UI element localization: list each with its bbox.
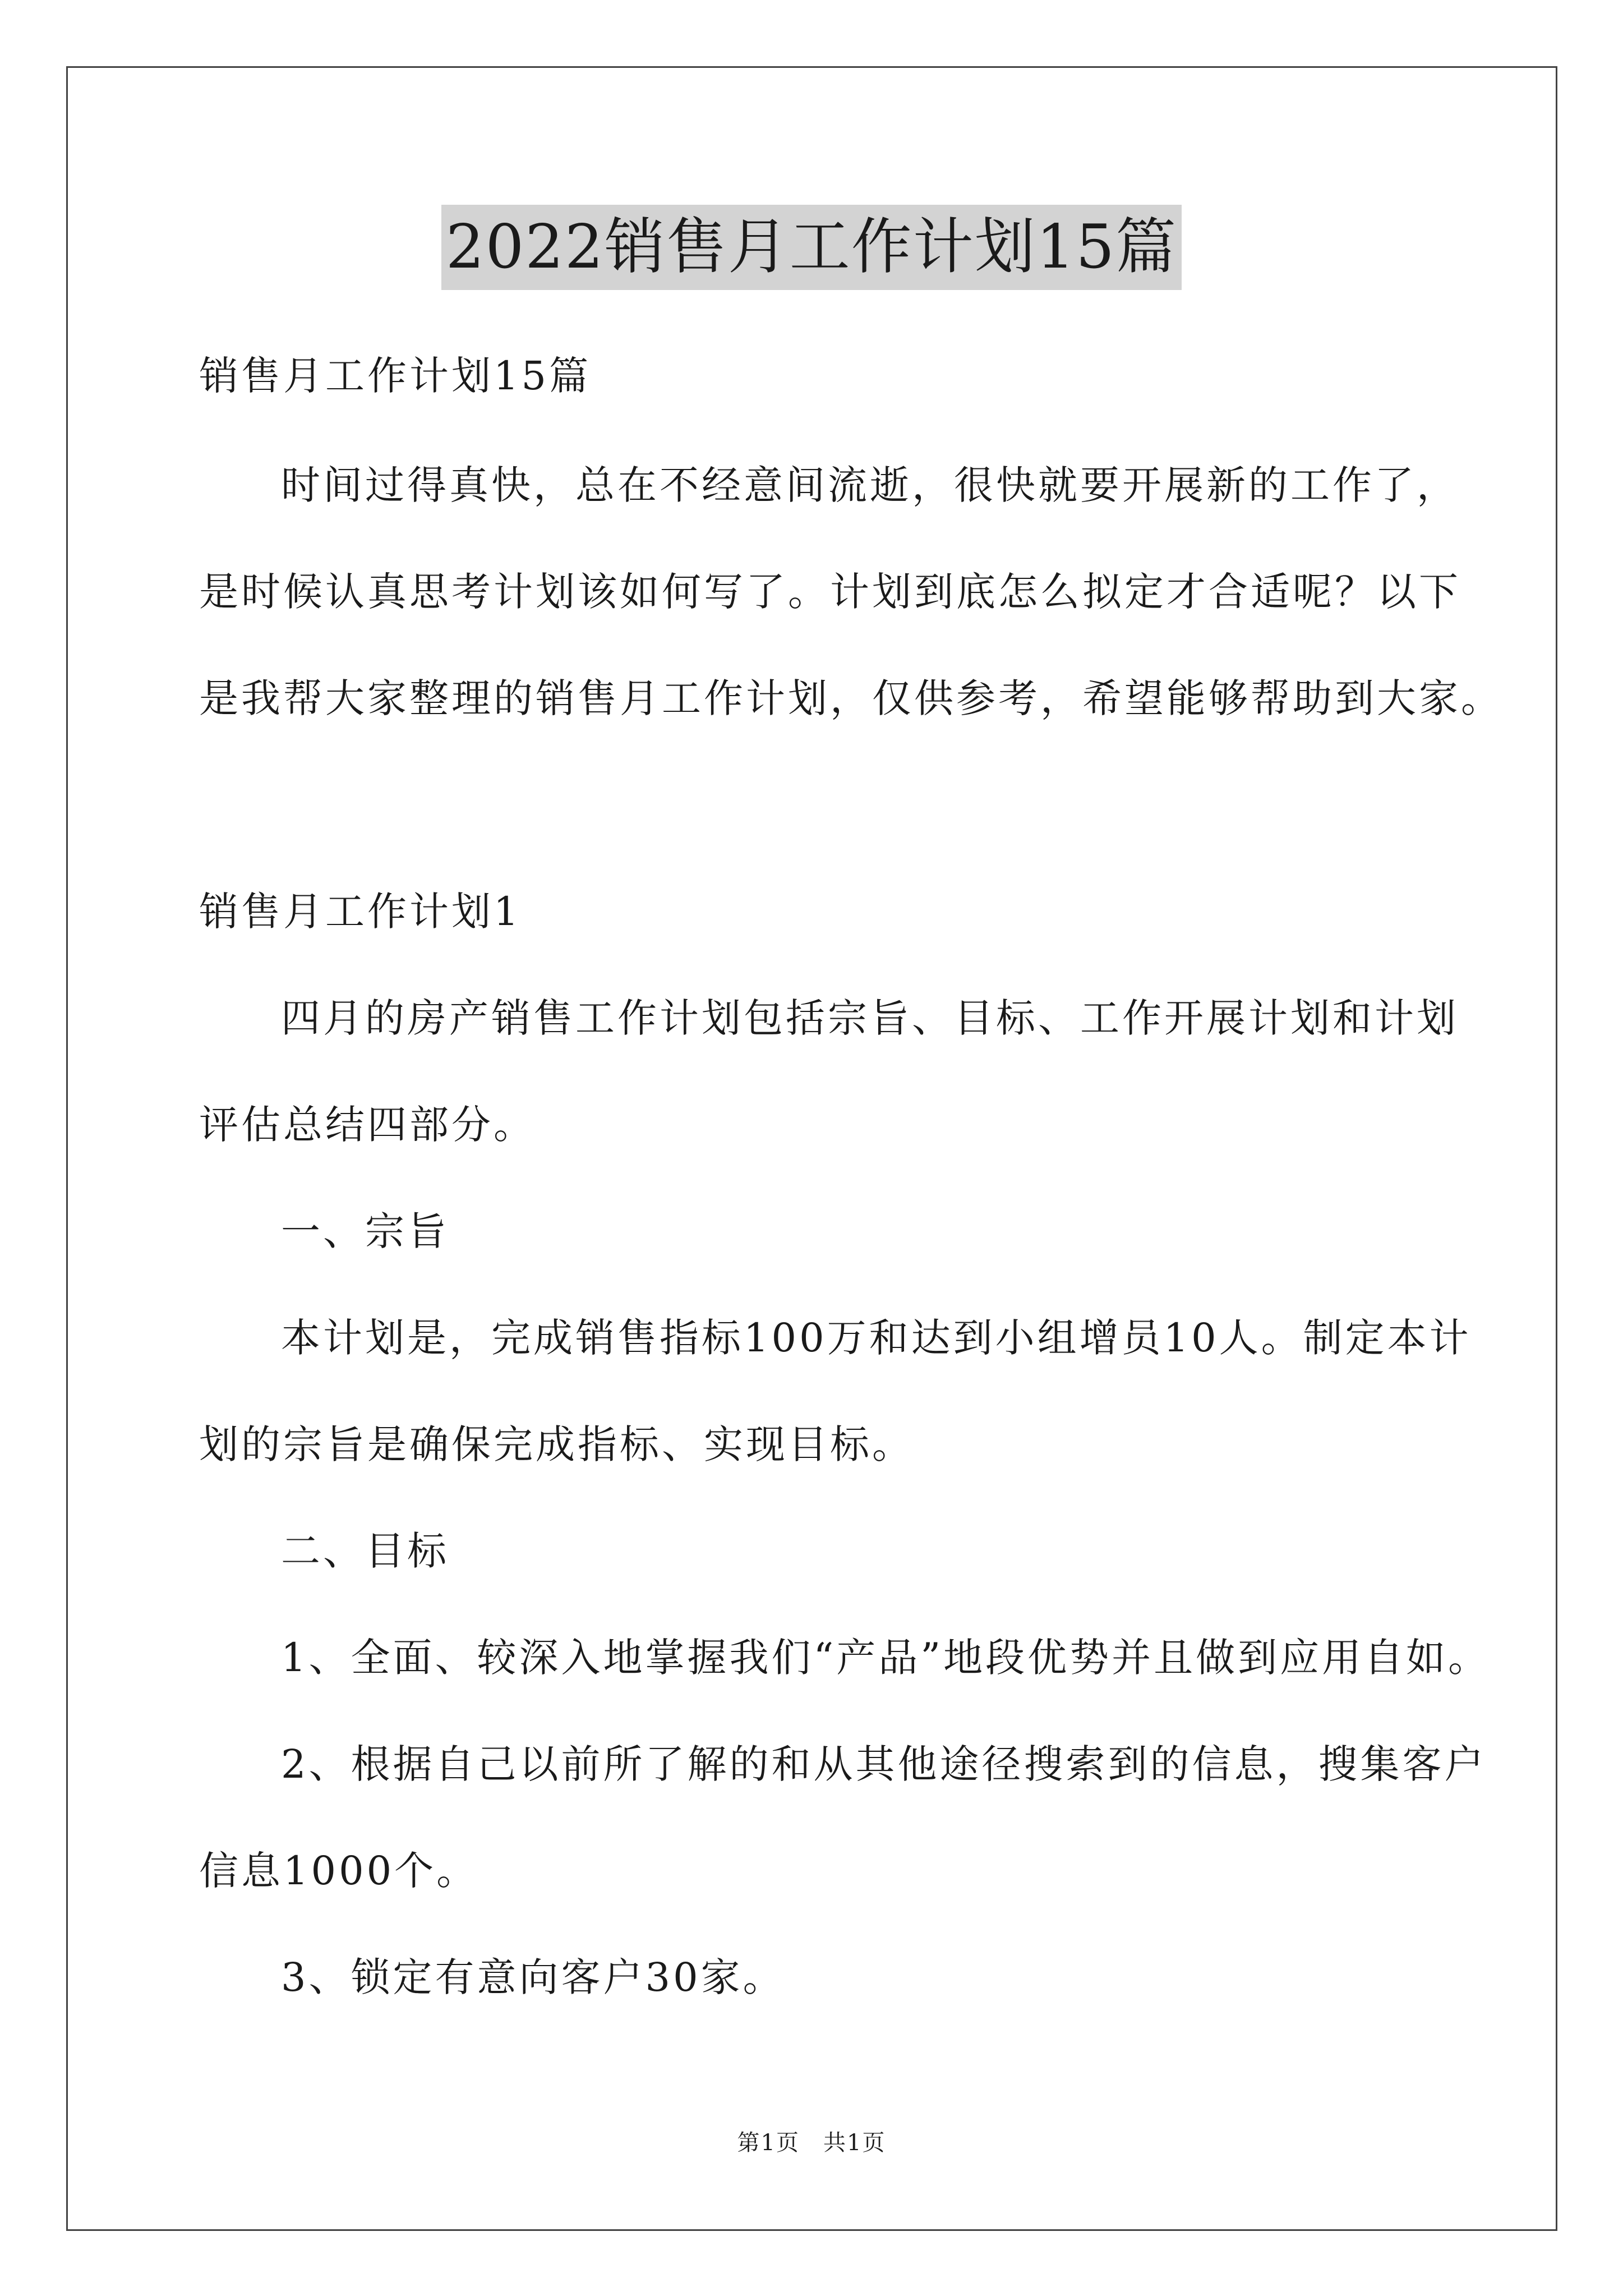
intro-line-1: 时间过得真快，总在不经意间流逝，很快就要开展新的工作了， (281, 462, 1459, 508)
title-container (0, 205, 1623, 290)
document-title: 2022销售月工作计划15篇 (441, 205, 1182, 290)
paragraph-line: 划的宗旨是确保完成指标、实现目标。 (199, 1421, 914, 1467)
intro-line-3: 是我帮大家整理的销售月工作计划，仅供参考，希望能够帮助到大家。 (199, 675, 1503, 721)
heading-goals: 二、目标 (281, 1528, 449, 1574)
goal-item-2: 2、根据自己以前所了解的和从其他途径搜索到的信息，搜集客户 (281, 1741, 1487, 1787)
section-title: 销售月工作计划1 (199, 889, 522, 935)
paragraph-line: 评估总结四部分。 (199, 1102, 536, 1148)
goal-item-3: 3、锁定有意向客户30家。 (281, 1954, 785, 2000)
paragraph-line: 四月的房产销售工作计划包括宗旨、目标、工作开展计划和计划 (281, 995, 1459, 1041)
paragraph-line: 本计划是，完成销售指标100万和达到小组增员10人。制定本计 (281, 1315, 1472, 1361)
heading-purpose: 一、宗旨 (281, 1208, 449, 1254)
intro-line-2: 是时候认真思考计划该如何写了。计划到底怎么拟定才合适呢？以下 (199, 569, 1461, 615)
page-footer: 第1页 共1页 (737, 2130, 886, 2156)
goal-item-1: 1、全面、较深入地掌握我们“产品”地段优势并且做到应用自如。 (281, 1635, 1491, 1681)
goal-item-2-continued: 信息1000个。 (199, 1848, 479, 1894)
document-subtitle: 销售月工作计划15篇 (199, 353, 592, 399)
